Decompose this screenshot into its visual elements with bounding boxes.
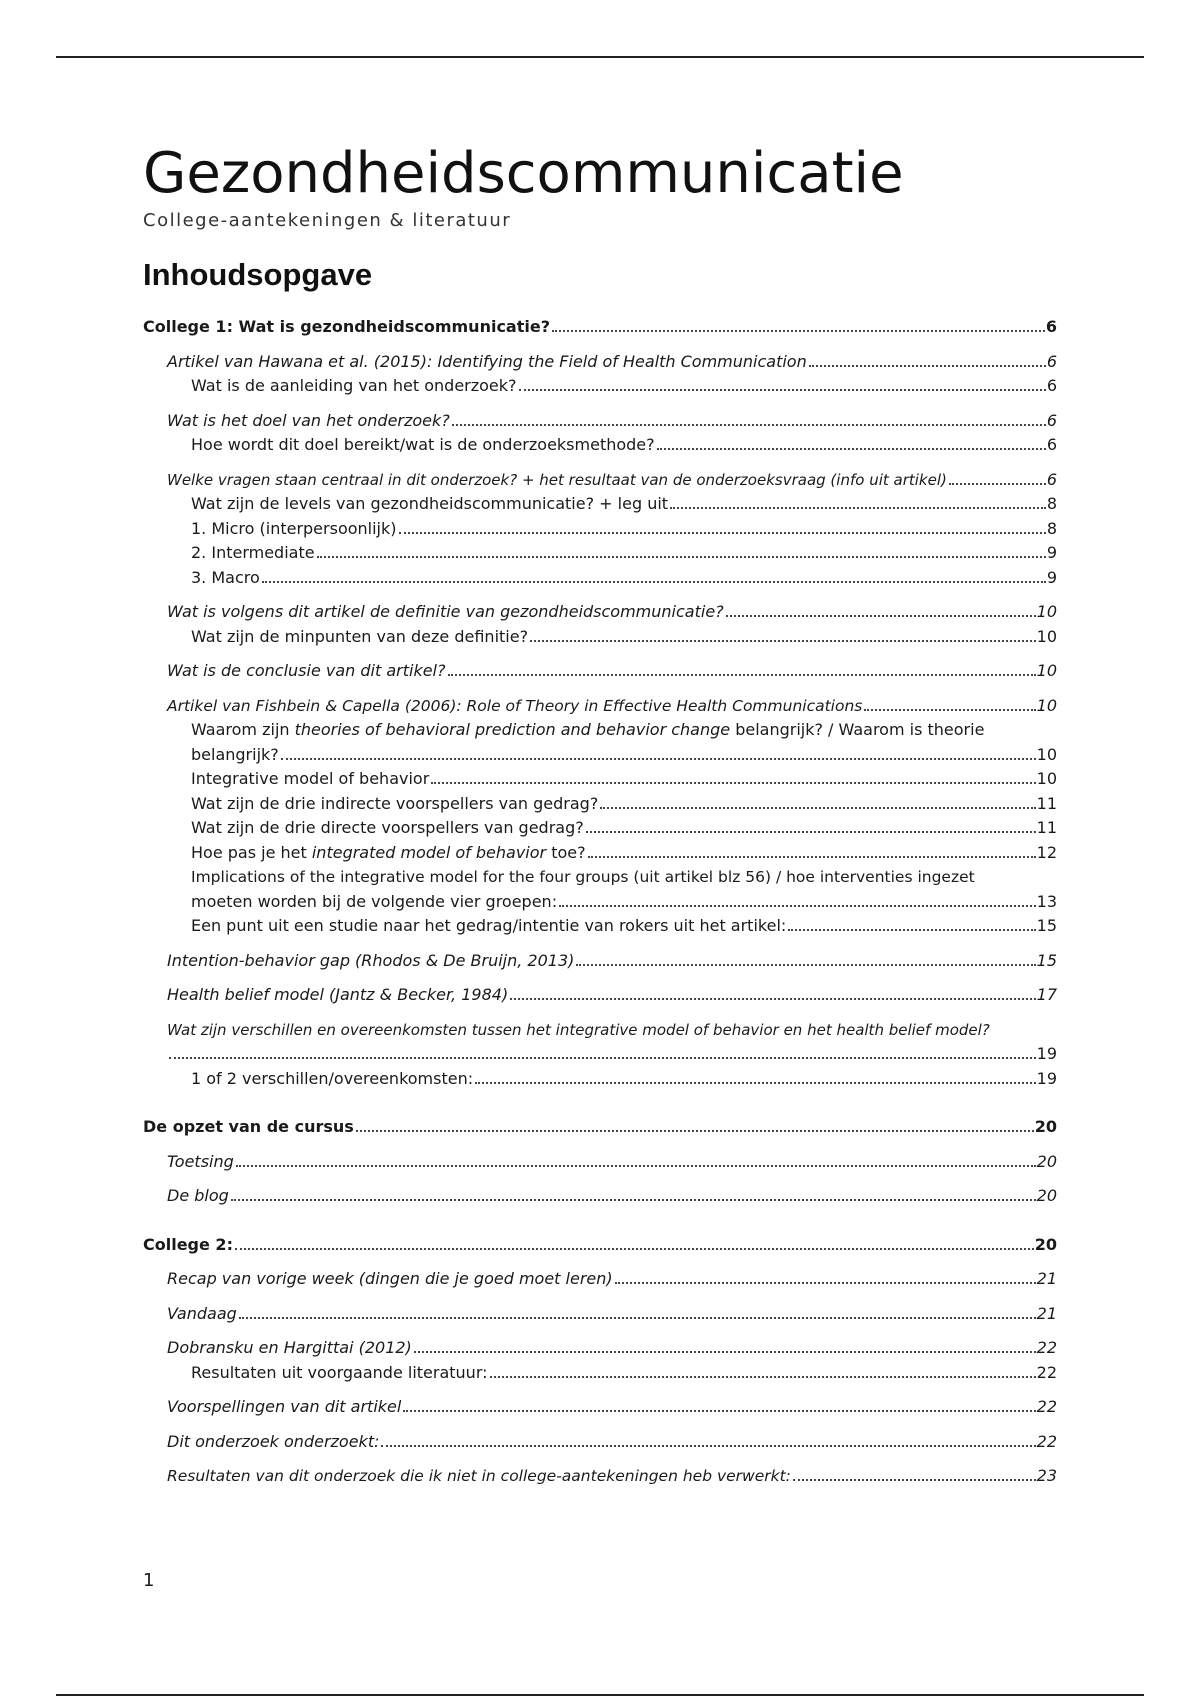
- toc-entry-text: Wat is het doel van het onderzoek?: [167, 410, 450, 430]
- toc-leader: [262, 581, 1046, 583]
- toc-entry-text: Recap van vorige week (dingen die je goed moet leren): [167, 1269, 613, 1288]
- toc-entry-text: belangrijk?: [191, 744, 279, 764]
- toc-page: 22: [1036, 1431, 1057, 1451]
- toc-entry[interactable]: [143, 1336, 1057, 1361]
- toc-page: 8: [1046, 518, 1057, 538]
- toc-entry[interactable]: [143, 1267, 1057, 1292]
- toc-entry-text: Dit onderzoek onderzoekt:: [167, 1431, 380, 1451]
- toc-page: 10: [1036, 744, 1057, 764]
- toc-page: 13: [1036, 891, 1057, 911]
- toc-entry[interactable]: [143, 718, 1057, 767]
- toc-leader: [588, 856, 1036, 858]
- toc-page: 22: [1036, 1338, 1057, 1357]
- toc-entry[interactable]: [143, 1361, 1057, 1386]
- page-number: 1: [143, 1570, 155, 1591]
- toc-entry-text: Vandaag: [167, 1303, 237, 1323]
- toc-leader: [600, 807, 1035, 809]
- table-of-contents: [143, 315, 1057, 1489]
- toc-entry-text: Artikel van Hawana et al. (2015): Identifying the Field of Health Communication: [167, 351, 807, 371]
- toc-page: 6: [1046, 469, 1057, 489]
- toc-entry-text: Hoe pas je het integrated model of behavior toe?: [191, 842, 586, 862]
- toc-entry[interactable]: [143, 1150, 1057, 1175]
- toc-entry-text: Wat zijn de drie indirecte voorspellers van gedrag?: [191, 793, 599, 813]
- toc-leader: [169, 1057, 1036, 1059]
- toc-entry[interactable]: [143, 865, 1057, 914]
- toc-entry[interactable]: [143, 1067, 1057, 1092]
- toc-leader: [726, 615, 1036, 617]
- bottom-rule: [56, 1694, 1144, 1696]
- toc-entry[interactable]: [143, 625, 1057, 650]
- toc-entry-text-line1: Implications of the integrative model for the four groups (uit artikel blz 56) / hoe interventies ingezet: [191, 868, 975, 886]
- toc-page: 10: [1036, 602, 1057, 621]
- toc-entry[interactable]: [143, 517, 1057, 542]
- toc-heading: Inhoudsopgave: [143, 257, 373, 292]
- toc-leader: [317, 556, 1046, 558]
- toc-entry-text: Artikel van Fishbein & Capella (2006): Role of Theory in Effective Health Communications: [167, 696, 863, 715]
- toc-page: 11: [1036, 818, 1057, 837]
- toc-page: 10: [1036, 626, 1057, 646]
- toc-entry-text-line1: Wat zijn verschillen en overeenkomsten tussen het integrative model of behavior en het health belief model?: [167, 1020, 990, 1039]
- toc-entry-text: Hoe wordt dit doel bereikt/wat is de onderzoeksmethode?: [191, 435, 655, 454]
- toc-entry[interactable]: [143, 433, 1057, 458]
- toc-leader: [670, 507, 1046, 509]
- toc-page: 6: [1046, 410, 1057, 430]
- toc-entry[interactable]: [143, 983, 1057, 1008]
- toc-entry[interactable]: [143, 1233, 1057, 1258]
- toc-entry[interactable]: [143, 659, 1057, 684]
- toc-entry-text: 2. Intermediate: [191, 543, 315, 562]
- toc-page: 20: [1036, 1151, 1057, 1171]
- toc-page: 6: [1046, 435, 1057, 454]
- toc-leader: [864, 709, 1035, 711]
- toc-entry-text: Wat zijn de levels van gezondheidscommunicatie? + leg uit: [191, 494, 669, 513]
- document-title: Gezondheidscommunicatie: [143, 141, 904, 206]
- toc-entry-text: Health belief model (Jantz & Becker, 1984): [167, 985, 509, 1004]
- toc-page: 12: [1036, 842, 1057, 862]
- toc-page: 19: [1036, 1044, 1057, 1063]
- toc-page: 15: [1036, 950, 1057, 970]
- document-body: [143, 140, 1057, 1489]
- toc-entry-text: De blog: [167, 1186, 229, 1205]
- toc-entry[interactable]: [143, 1395, 1057, 1420]
- toc-page: 22: [1036, 1362, 1057, 1382]
- toc-entry-text: De opzet van de cursus: [143, 1117, 354, 1136]
- toc-entry-text: Wat is de conclusie van dit artikel?: [167, 661, 446, 680]
- toc-entry-text: Wat zijn de drie directe voorspellers van gedrag?: [191, 818, 584, 837]
- toc-leader: [615, 1282, 1036, 1284]
- toc-entry[interactable]: [143, 409, 1057, 434]
- toc-leader: [552, 330, 1045, 332]
- toc-leader: [448, 674, 1036, 676]
- toc-page: 15: [1036, 916, 1057, 935]
- toc-page: 21: [1036, 1269, 1057, 1288]
- toc-entry-text: Dobransku en Hargittai (2012): [167, 1338, 412, 1357]
- toc-page: 10: [1036, 695, 1057, 715]
- toc-page: 20: [1034, 1234, 1057, 1254]
- toc-entry[interactable]: [143, 315, 1057, 340]
- toc-entry-text: Een punt uit een studie naar het gedrag/intentie van rokers uit het artikel:: [191, 916, 787, 935]
- toc-leader: [236, 1165, 1036, 1167]
- toc-page: 20: [1036, 1186, 1057, 1205]
- toc-leader: [490, 1376, 1036, 1378]
- toc-page: 6: [1045, 317, 1057, 336]
- toc-entry[interactable]: [143, 1115, 1057, 1140]
- toc-entry-text: moeten worden bij de volgende vier groepen:: [191, 891, 558, 911]
- toc-entry[interactable]: [143, 816, 1057, 841]
- toc-page: 10: [1036, 661, 1057, 680]
- toc-page: 17: [1036, 985, 1057, 1004]
- toc-entry-text: Wat zijn de minpunten van deze definitie?: [191, 626, 529, 646]
- toc-page: 11: [1036, 793, 1057, 813]
- top-rule: [56, 56, 1144, 58]
- toc-entry[interactable]: [143, 1464, 1057, 1489]
- toc-entry[interactable]: [143, 1184, 1057, 1209]
- toc-entry-text: Resultaten van dit onderzoek die ik niet in college-aantekeningen heb verwerkt:: [167, 1467, 791, 1485]
- toc-leader: [239, 1317, 1036, 1319]
- toc-entry-text: Toetsing: [167, 1151, 234, 1171]
- toc-leader: [788, 929, 1035, 931]
- toc-leader: [530, 640, 1036, 642]
- toc-entry[interactable]: [143, 541, 1057, 566]
- toc-entry[interactable]: [143, 949, 1057, 974]
- toc-leader: [657, 448, 1046, 450]
- toc-leader: [793, 1479, 1036, 1481]
- toc-leader: [452, 424, 1046, 426]
- toc-entry[interactable]: [143, 767, 1057, 792]
- toc-entry-text: Integrative model of behavior: [191, 769, 430, 788]
- toc-page: 21: [1036, 1303, 1057, 1323]
- toc-leader: [414, 1351, 1036, 1353]
- toc-page: 23: [1036, 1466, 1057, 1485]
- toc-entry[interactable]: [143, 1430, 1057, 1455]
- toc-entry[interactable]: [143, 792, 1057, 817]
- toc-page: 19: [1036, 1068, 1057, 1088]
- toc-leader: [949, 483, 1046, 485]
- toc-entry[interactable]: [143, 566, 1057, 591]
- toc-entry-text: 1. Micro (interpersoonlijk): [191, 518, 397, 538]
- toc-entry-text: Wat is volgens dit artikel de definitie van gezondheidscommunicatie?: [167, 602, 724, 621]
- toc-entry[interactable]: [143, 492, 1057, 517]
- toc-leader: [235, 1248, 1034, 1250]
- toc-entry-text: 1 of 2 verschillen/overeenkomsten:: [191, 1068, 474, 1088]
- toc-entry-text: 3. Macro: [191, 567, 260, 587]
- toc-leader: [399, 532, 1046, 534]
- toc-leader: [356, 1130, 1034, 1132]
- toc-leader: [403, 1410, 1035, 1412]
- toc-entry[interactable]: [143, 914, 1057, 939]
- toc-leader: [231, 1199, 1036, 1201]
- toc-leader: [475, 1082, 1036, 1084]
- toc-leader: [576, 964, 1035, 966]
- toc-entry-text: College 1: Wat is gezondheidscommunicatie?: [143, 317, 550, 336]
- document-subtitle: College-aantekeningen & literatuur: [143, 210, 512, 231]
- toc-entry[interactable]: [143, 841, 1057, 866]
- toc-entry-text: Welke vragen staan centraal in dit onderzoek? + het resultaat van de onderzoeksvraag (info uit artikel): [167, 470, 947, 489]
- toc-entry[interactable]: [143, 1302, 1057, 1327]
- toc-page: 8: [1046, 494, 1057, 513]
- toc-entry-text: Resultaten uit voorgaande literatuur:: [191, 1362, 488, 1382]
- toc-entry-text-line1: Waarom zijn theories of behavioral prediction and behavior change belangrijk? / Waarom is theorie: [191, 720, 985, 739]
- toc-entry[interactable]: [143, 350, 1057, 375]
- toc-leader: [809, 365, 1046, 367]
- toc-entry[interactable]: [143, 1018, 1057, 1067]
- toc-leader: [519, 389, 1046, 391]
- toc-entry-text: College 2:: [143, 1234, 233, 1254]
- toc-entry-text: Intention-behavior gap (Rhodos & De Bruijn, 2013): [167, 950, 575, 970]
- toc-entry-text: Voorspellingen van dit artikel: [167, 1397, 402, 1416]
- toc-entry[interactable]: [143, 694, 1057, 719]
- toc-entry[interactable]: [143, 468, 1057, 493]
- toc-page: 9: [1046, 567, 1057, 587]
- toc-page: 6: [1046, 376, 1057, 395]
- toc-page: 10: [1036, 769, 1057, 788]
- toc-leader: [510, 998, 1035, 1000]
- toc-page: 6: [1046, 351, 1057, 371]
- toc-page: 20: [1034, 1117, 1057, 1136]
- toc-page: 22: [1036, 1397, 1057, 1416]
- toc-leader: [586, 831, 1036, 833]
- toc-leader: [381, 1445, 1035, 1447]
- toc-entry[interactable]: [143, 600, 1057, 625]
- toc-entry-text: Wat is de aanleiding van het onderzoek?: [191, 376, 517, 395]
- toc-page: 9: [1046, 543, 1057, 562]
- toc-leader: [281, 758, 1036, 760]
- toc-leader: [559, 905, 1036, 907]
- toc-entry[interactable]: [143, 374, 1057, 399]
- toc-leader: [431, 782, 1035, 784]
